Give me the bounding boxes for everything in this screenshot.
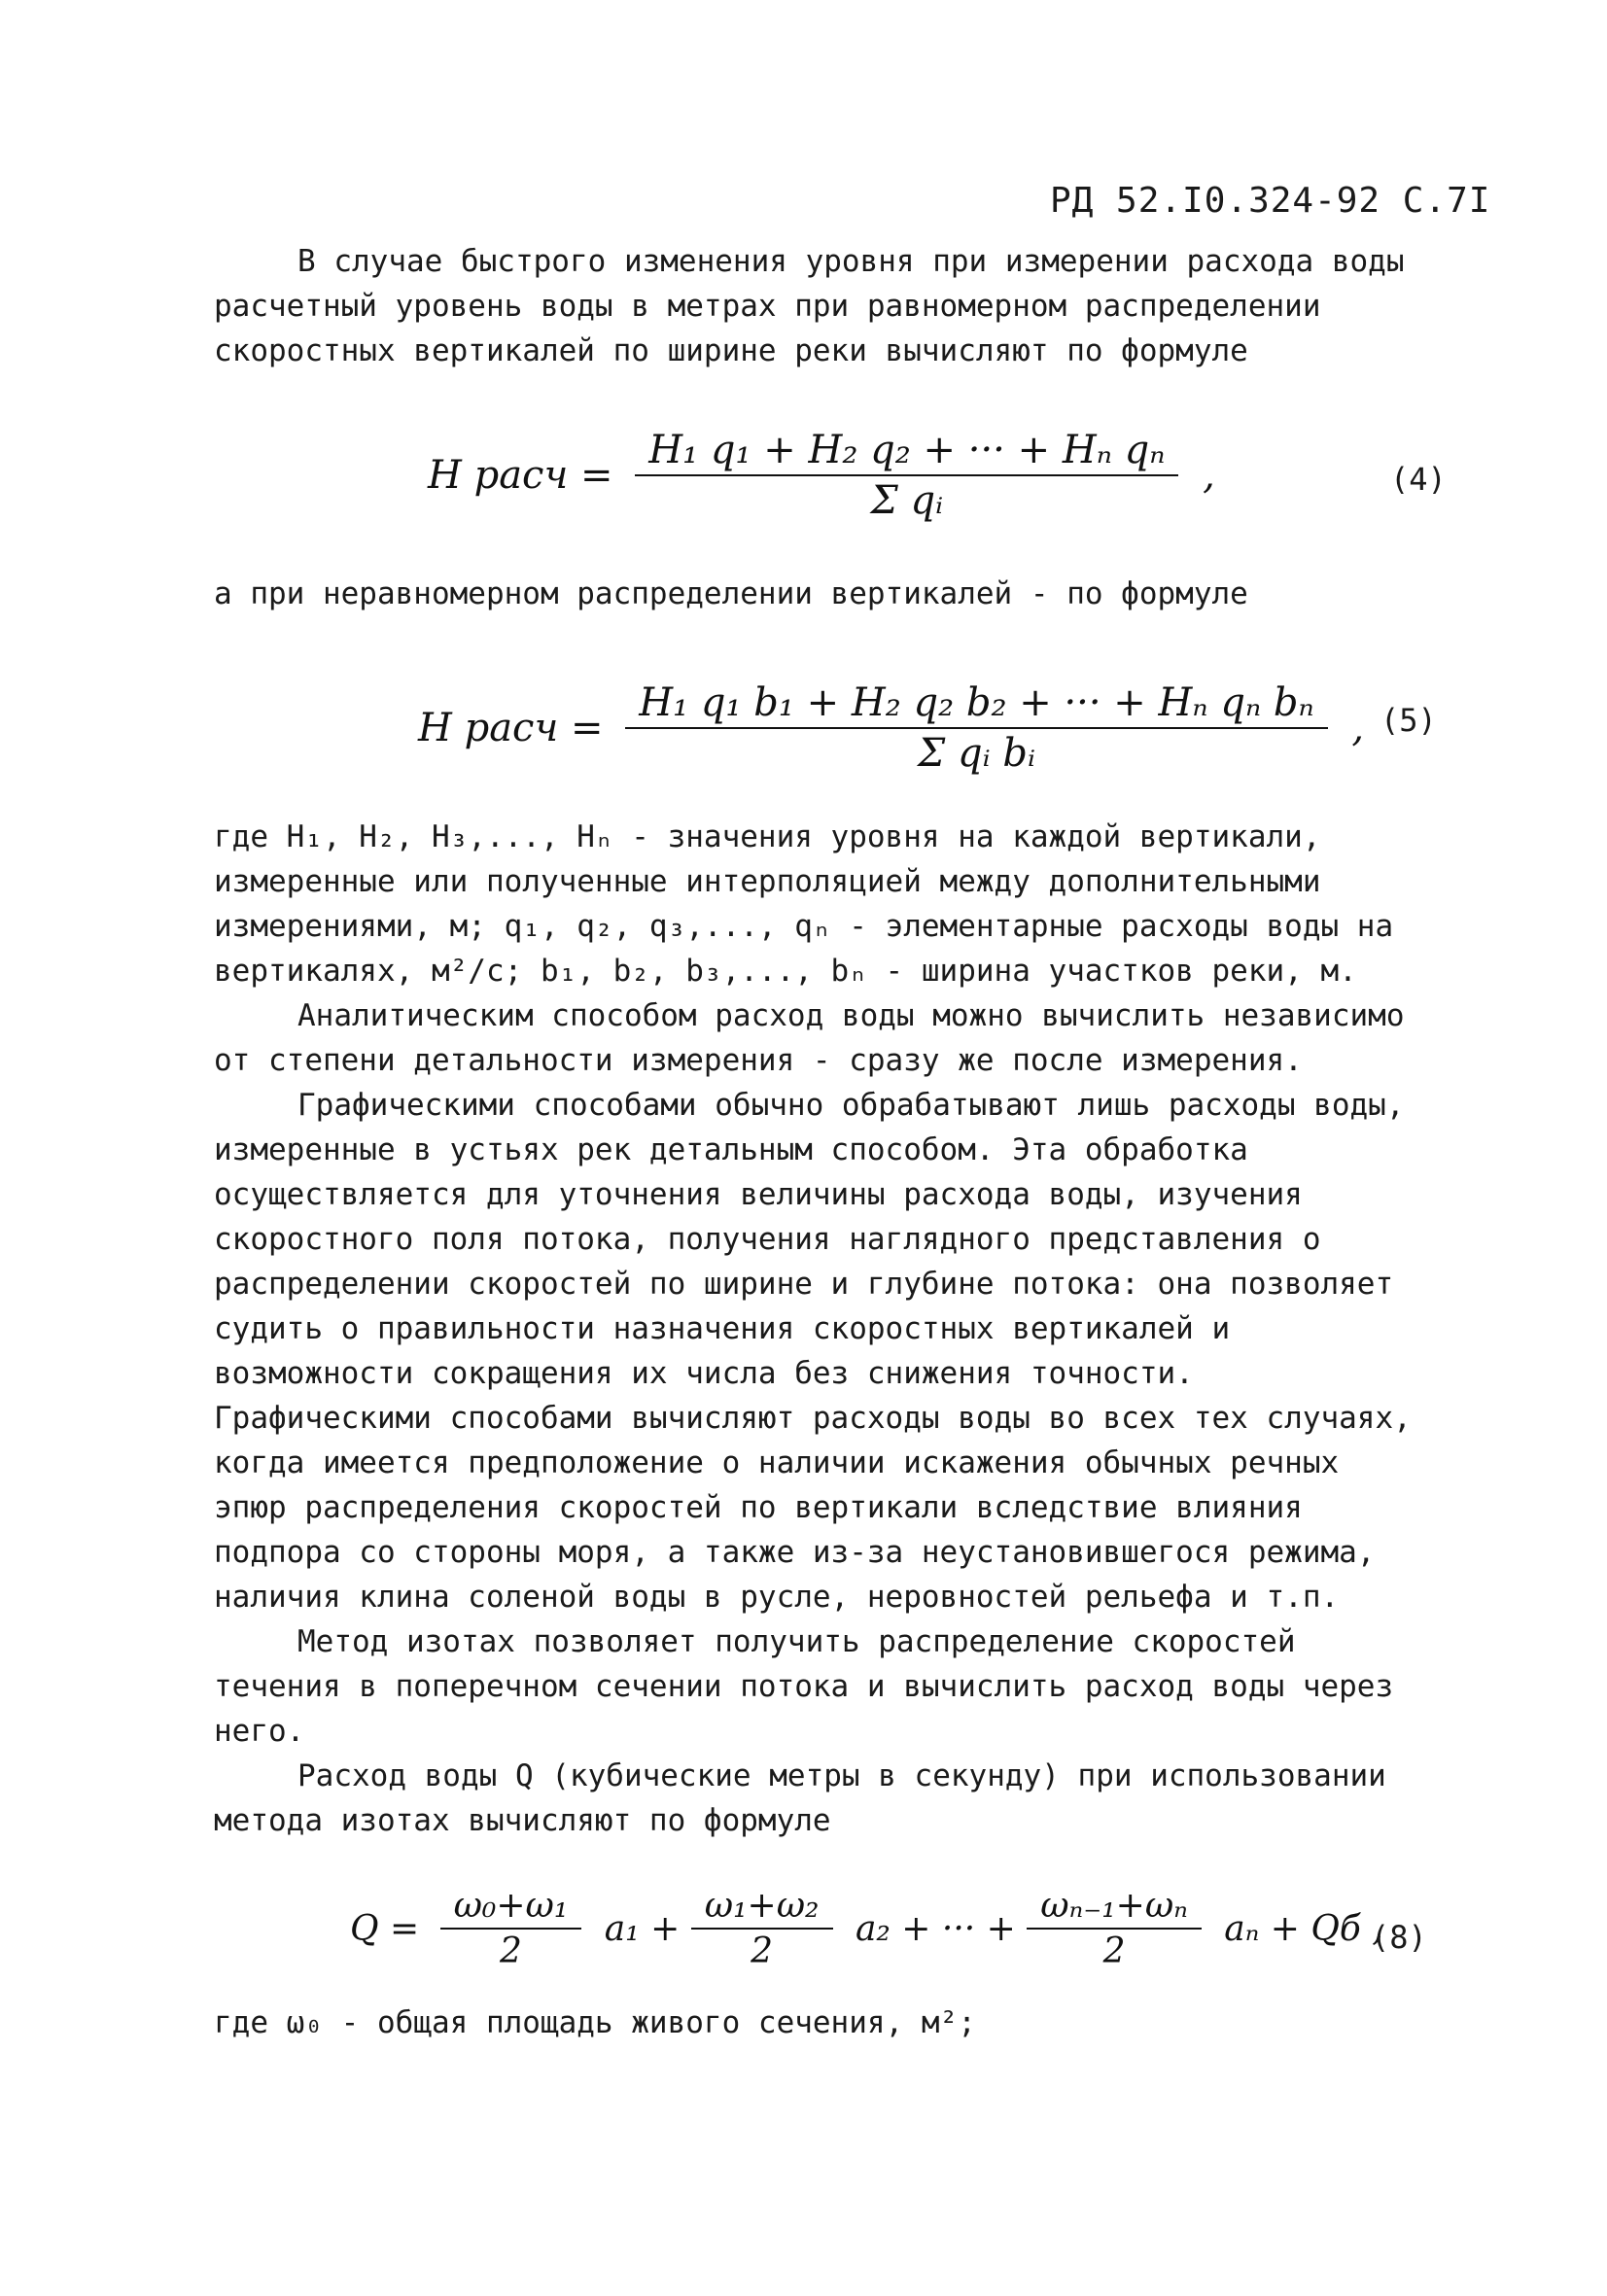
formula-8-term-1-denominator: 2	[500, 1931, 522, 1971]
formula-5-denominator: Σ qᵢ bᵢ	[917, 731, 1035, 776]
formula-8-term-2-tail: a₂ + ··· +	[855, 1908, 1016, 1949]
formula-5-lhs: H расч =	[418, 706, 604, 750]
formula-4	[428, 428, 1215, 523]
formula-8-term-3-denominator: 2	[1102, 1931, 1126, 1971]
formula-4-fraction	[635, 428, 1178, 523]
formula-5	[418, 680, 1364, 776]
formula-8-term-2-denominator: 2	[751, 1931, 774, 1971]
formula-5-comma: ,	[1351, 706, 1365, 750]
formula-4-comma: ,	[1203, 453, 1215, 498]
formula-4-denominator: Σ qᵢ	[870, 478, 944, 523]
paragraph-6: Метод изотах позволяет получить распределение скоростей течения в поперечном сечении потока и вычислить расход воды через него.	[214, 1624, 1394, 1749]
formula-5-number: (5)	[1380, 702, 1437, 739]
formula-4-numerator: H₁ q₁ + H₂ q₂ + ··· + Hₙ qₙ	[635, 428, 1178, 476]
formula-8-term-2	[691, 1886, 833, 1971]
paragraph-1: В случае быстрого изменения уровня при измерении расхода воды расчетный уровень воды в метрах при равномерном распределении скоростных вертикалей по ширине реки вычисляют по формуле	[214, 244, 1405, 368]
paragraph-2: а при неравномерном распределении вертикалей - по формуле	[214, 576, 1248, 611]
paragraph-8: где ω₀ - общая площадь живого сечения, м²;	[214, 2005, 976, 2040]
paragraph-3: где H₁, H₂, H₃,..., Hₙ - значения уровня на каждой вертикали, измеренные или полученные интерполяцией между дополнительными измерениями, м; q₁, q₂, q₃,..., qₙ - элементарные расходы воды на вертикалях, м²/с; b₁, b₂, b₃,..., bₙ - ширина участков реки, м.	[214, 819, 1394, 989]
paragraph-4: Аналитическим способом расход воды можно вычислить независимо от степени детальности измерения - сразу же после измерения.	[214, 998, 1405, 1078]
formula-8-lhs: Q =	[350, 1908, 420, 1949]
formula-8-number: (8)	[1371, 1919, 1427, 1956]
formula-8-term-1-numerator: ω₀+ω₁	[440, 1886, 582, 1930]
formula-8-term-3-tail: aₙ + Qб ,	[1224, 1908, 1383, 1949]
formula-8-term-2-numerator: ω₁+ω₂	[691, 1886, 833, 1930]
formula-8-term-1	[440, 1886, 582, 1971]
formula-8-term-3-numerator: ωₙ₋₁+ωₙ	[1027, 1886, 1202, 1930]
paragraph-7: Расход воды Q (кубические метры в секунду) при использовании метода изотах вычисляют по формуле	[214, 1758, 1386, 1838]
formula-8-term-3	[1027, 1886, 1202, 1971]
formula-5-numerator: H₁ q₁ b₁ + H₂ q₂ b₂ + ··· + Hₙ qₙ bₙ	[625, 680, 1327, 729]
formula-8	[350, 1886, 1383, 1971]
formula-5-fraction	[625, 680, 1327, 776]
formula-4-lhs: H расч =	[428, 453, 613, 498]
formula-8-term-1-tail: a₁ +	[604, 1908, 681, 1949]
document-header: РД 52.I0.324-92 С.7I	[1050, 181, 1491, 221]
formula-4-number: (4)	[1390, 461, 1447, 498]
paragraph-5: Графическими способами обычно обрабатывают лишь расходы воды, измеренные в устьях рек детальным способом. Эта обработка осуществляется для уточнения величины расхода воды, изучения скоростного поля потока, получения наглядного представления о распределении скоростей по ширине и глубине потока: она позволяет судить о правильности назначения скоростных вертикалей и возможности сокращения их числа без снижения точности. Графическими способами вычисляют расходы воды во всех тех случаях, когда имеется предположение о наличии искажения обычных речных эпюр распределения скоростей по вертикали вследствие влияния подпора со стороны моря, а также из-за неустановившегося режима, наличия клина соленой воды в русле, неровностей рельефа и т.п.	[214, 1088, 1412, 1615]
